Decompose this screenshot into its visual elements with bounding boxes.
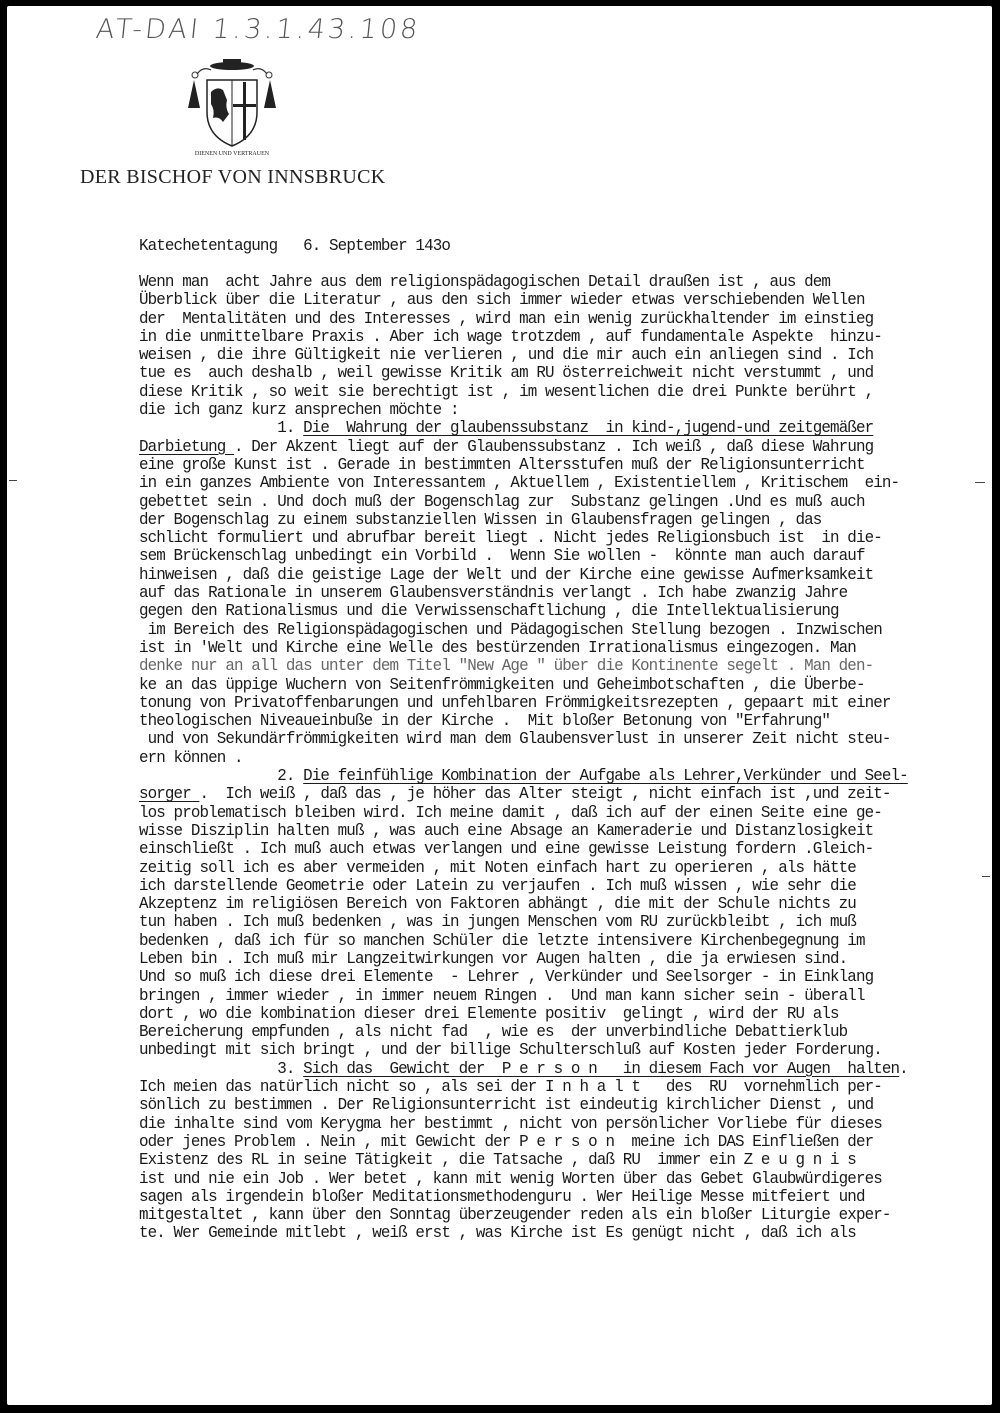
point-1-heading bbox=[139, 419, 908, 437]
point-title-cont: sorger bbox=[139, 785, 200, 804]
event-date: 6. September 143o bbox=[303, 237, 450, 255]
text-line: Leben bin . Ich muß mir Langzeitwirkungen vor Augen halten , die ja erwiesen sind. bbox=[139, 949, 848, 968]
text-line: eine große Kunst ist . Gerade in bestimmten Altersstufen muß der Religionsunterricht bbox=[139, 455, 865, 474]
text-line-faint: denke nur an all das unter dem Titel "New Age " über die Kontinente segelt . Man den- bbox=[139, 657, 874, 676]
point-title: Die Wahrung der glaubenssubstanz in kind-,jugend-und zeitgemäßer bbox=[303, 419, 874, 438]
margin-tick-mark bbox=[975, 482, 985, 483]
text-line: Existenz des RL in seine Tätigkeit , die Tatsache , daß RU immer ein Z e u g n i s bbox=[139, 1151, 856, 1170]
text-line: bringen , immer wieder , in immer neuem Ringen . Und man kann sicher sein - überall bbox=[139, 986, 865, 1005]
text-line: schlicht formuliert und abrufbar bereit liegt . Nicht jedes Religionsbuch ist in die- bbox=[139, 529, 882, 548]
text-line: sagen als irgendein bloßer Meditationsmethodenguru . Wer Heilige Messe mitfeiert und bbox=[139, 1187, 865, 1206]
point-number: 2. bbox=[277, 767, 295, 786]
text-line: ich darstellende Geometrie oder Latein zu verjaufen . Ich muß wissen , wie sehr die bbox=[139, 876, 856, 895]
episcopal-coat-of-arms-logo bbox=[185, 56, 280, 156]
text-line: Und so muß ich diese drei Elemente - Lehrer , Verkünder und Seelsorger - in Einklang bbox=[139, 968, 874, 987]
text-line: unbedingt mit sich bringt , und der billige Schulterschluß auf Kosten jeder Forderung. bbox=[139, 1041, 882, 1060]
event-name: Katechetentagung bbox=[139, 237, 278, 255]
point-number: 1. bbox=[277, 419, 295, 438]
text-line: die inhalte sind vom Kerygma her bestimmt , nicht von persönlicher Vorliebe für dieses bbox=[139, 1114, 882, 1133]
point-1-heading-cont bbox=[139, 438, 908, 456]
text-line: gebettet sein . Und doch muß der Bogenschlag zur Substanz gelingen .Und es muß auch bbox=[139, 492, 865, 511]
text-line: auf das Rationale in unserem Glaubensverständnis verlangt . Ich habe zwanzig Jahre bbox=[139, 584, 848, 603]
text-line: tue es auch deshalb , weil gewisse Kritik am RU österreichweit nicht verstummt , und bbox=[139, 364, 874, 383]
text-line: in die unmittelbare Praxis . Aber ich wage trotzdem , auf fundamentale Aspekte hinzu- bbox=[139, 327, 882, 346]
point-2-heading-cont bbox=[139, 785, 908, 803]
text-line: oder jenes Problem . Nein , mit Gewicht der P e r s o n meine ich DAS Einfließen der bbox=[139, 1132, 874, 1151]
text-line: in ein ganzes Ambiente von Interessantem , Aktuellem , Existentiellem , Kritischem ein- bbox=[139, 474, 900, 493]
point-title-cont: Darbietung bbox=[139, 437, 235, 456]
text-line: weisen , die ihre Gültigkeit nie verlieren , und die mir auch ein anliegen sind . Ich bbox=[139, 346, 874, 365]
text-line: ist in 'Welt und Kirche eine Welle des bestürzenden Irrationalismus eingezogen. Man bbox=[139, 638, 856, 657]
margin-tick-mark bbox=[982, 876, 990, 877]
text-line: der Mentalitäten und des Interesses , wird man ein wenig zurückhaltender im einstieg bbox=[139, 309, 874, 328]
text-line: ern können . bbox=[139, 748, 243, 767]
text-line: ke an das üppige Wuchern von Seitenfrömmigkeiten und Geheimbotschaften , die Überbe- bbox=[139, 675, 865, 694]
text-line: zeitig soll ich es aber vermeiden , mit Noten einfach hart zu operieren , als hätte bbox=[139, 858, 856, 877]
text-line: bedenken , daß ich für so manchen Schüler die letzte intensivere Kirchenbegegnung im bbox=[139, 931, 865, 950]
point-title: Die feinfühlige Kombination der Aufgabe als Lehrer,Verkünder und Seel- bbox=[303, 767, 908, 786]
text-line: dort , wo die kombination dieser drei Elemente positiv gelingt , wird der RU als bbox=[139, 1004, 839, 1023]
point-3-heading bbox=[139, 1060, 908, 1078]
text-line: ist und nie ein Job . Wer betet , kann mit wenig Worten über das Gebet Glaubwürdigeres bbox=[139, 1169, 882, 1188]
text-line: Ich meien das natürlich nicht so , als sei der I n h a l t des RU vornehmlich per- bbox=[139, 1078, 882, 1097]
text-line: der Bogenschlag zu einem substanziellen Wissen in Glaubensfragen gelingen , das bbox=[139, 510, 822, 529]
text-line: theologischen Niveaueinbuße in der Kirche . Mit bloßer Betonung von "Erfahrung" bbox=[139, 712, 831, 731]
text-line: diese Kritik , so weit sie berechtigt ist , im wesentlichen die drei Punkte berührt , bbox=[139, 382, 874, 401]
text-line: wisse Disziplin halten muß , was auch eine Absage an Kameraderie und Distanzlosigkeit bbox=[139, 821, 874, 840]
document-body bbox=[139, 273, 908, 1243]
text-line: . Ich weiß , daß das , je höher das Alter steigt , nicht einfach ist ,und zeit- bbox=[199, 785, 891, 804]
text-line: Überblick über die Literatur , aus den sich immer wieder etwas verschiebenden Wellen bbox=[139, 291, 865, 310]
point-number: 3. bbox=[277, 1059, 295, 1078]
text-line: te. Wer Gemeinde mitlebt , weiß erst , was Kirche ist Es genügt nicht , daß ich als bbox=[139, 1224, 856, 1243]
text-line: einschließt . Ich muß auch etwas verlangen und eine gewisse Leistung fordern .Gleich- bbox=[139, 840, 874, 859]
text-line: Akzeptenz im religiösen Bereich von Faktoren abhängt , die mit der Schule nichts zu bbox=[139, 895, 856, 914]
svg-text:DIENEN UND VERTRAUEN: DIENEN UND VERTRAUEN bbox=[194, 151, 270, 156]
text-line: im Bereich des Religionspädagogischen und Pädagogischen Stellung bezogen . Inzwischen bbox=[139, 620, 882, 639]
point-title-end: . bbox=[899, 1059, 908, 1078]
text-line: hinweisen , daß die geistige Lage der Welt und der Kirche eine gewisse Aufmerksamkeit bbox=[139, 565, 874, 584]
point-title: Sich das Gewicht der P e r s o n in diesem Fach vor Augen halten bbox=[303, 1059, 900, 1078]
letterhead-title: DER BISCHOF VON INNSBRUCK bbox=[80, 166, 386, 188]
text-line: mitgestaltet , kann über den Sonntag überzeugender reden als ein bloßer Liturgie exper- bbox=[139, 1206, 891, 1225]
document-heading bbox=[139, 237, 450, 255]
text-line: Bereicherung empfunden , als nicht fad , wie es der unverbindliche Debattierklub bbox=[139, 1023, 848, 1042]
margin-tick-mark bbox=[9, 480, 17, 481]
text-line: los problematisch bleiben wird. Ich meine damit , daß ich auf der einen Seite eine ge- bbox=[139, 803, 882, 822]
text-line: . Der Akzent liegt auf der Glaubenssubstanz . Ich weiß , daß diese Wahrung bbox=[234, 437, 874, 456]
text-line: und von Sekundärfrömmigkeiten wird man dem Glaubensverlust in unserer Zeit nicht steu- bbox=[139, 730, 891, 749]
text-line: tun haben . Ich muß bedenken , was in jungen Menschen vom RU zurückbleibt , ich muß bbox=[139, 913, 856, 932]
text-line: Wenn man acht Jahre aus dem religionspädagogischen Detail draußen ist , aus dem bbox=[139, 273, 831, 291]
text-line: tonung von Privatoffenbarungen und unfehlbaren Frömmigkeitsrezepten , gepaart mit einer bbox=[139, 693, 891, 712]
text-line: gegen den Rationalismus und die Verwissenschaftlichung , die Intellektualisierung bbox=[139, 602, 839, 621]
text-line: sönlich zu bestimmen . Der Religionsunterricht ist eindeutig kirchlicher Dienst , und bbox=[139, 1096, 874, 1115]
point-2-heading bbox=[139, 767, 908, 785]
text-line: die ich ganz kurz ansprechen möchte : bbox=[139, 401, 459, 420]
text-line: sem Brückenschlag unbedingt ein Vorbild . Wenn Sie wollen - könnte man auch darauf bbox=[139, 547, 865, 566]
archive-reference-handwritten: AT-DAI 1.3.1.43.108 bbox=[94, 14, 422, 45]
